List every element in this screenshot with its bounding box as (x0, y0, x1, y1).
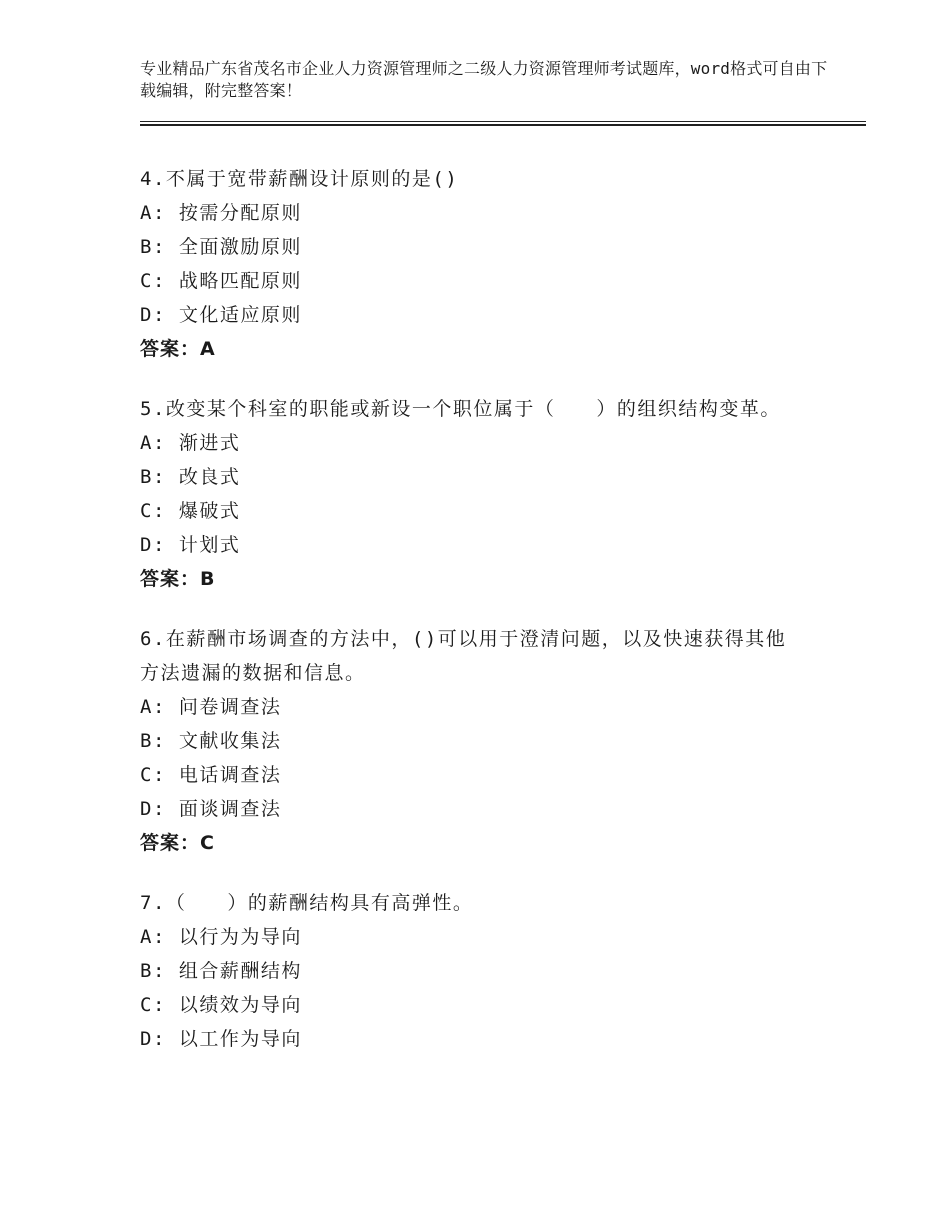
answer: 答案：B (140, 568, 216, 590)
option-a: A: 以行为为导向 (140, 926, 302, 948)
question-4 (140, 162, 800, 366)
option-a: A: 问卷调查法 (140, 696, 282, 718)
answer: 答案：A (140, 338, 216, 360)
option-d: D: 以工作为导向 (140, 1028, 302, 1050)
option-b: B: 改良式 (140, 466, 241, 488)
option-c: C: 以绩效为导向 (140, 994, 302, 1016)
option-a: A: 渐进式 (140, 432, 241, 454)
question-text: 4.不属于宽带薪酬设计原则的是() (140, 168, 459, 190)
option-c: C: 电话调查法 (140, 764, 282, 786)
option-d: D: 面谈调查法 (140, 798, 282, 820)
option-a: A: 按需分配原则 (140, 202, 302, 224)
option-b: B: 全面激励原则 (140, 236, 302, 258)
header-title: 专业精品广东省茂名市企业人力资源管理师之二级人力资源管理师考试题库，word格式可自由下载编辑，附完整答案！ (140, 59, 828, 100)
question-list (140, 162, 800, 1082)
header-divider-thick (140, 124, 866, 126)
option-b: B: 组合薪酬结构 (140, 960, 302, 982)
option-d: D: 计划式 (140, 534, 241, 556)
question-6 (140, 622, 800, 860)
question-5 (140, 392, 800, 596)
answer: 答案：C (140, 832, 215, 854)
question-text: 6.在薪酬市场调查的方法中，()可以用于澄清问题，以及快速获得其他方法遗漏的数据和信息。 (140, 628, 787, 684)
option-c: C: 爆破式 (140, 500, 241, 522)
option-d: D: 文化适应原则 (140, 304, 302, 326)
question-text: 7.（ ）的薪酬结构具有高弹性。 (140, 892, 474, 914)
option-b: B: 文献收集法 (140, 730, 282, 752)
document-header (140, 58, 840, 102)
option-c: C: 战略匹配原则 (140, 270, 302, 292)
question-7 (140, 886, 800, 1056)
question-text: 5.改变某个科室的职能或新设一个职位属于（ ）的组织结构变革。 (140, 398, 781, 420)
header-divider-thin (140, 121, 866, 122)
